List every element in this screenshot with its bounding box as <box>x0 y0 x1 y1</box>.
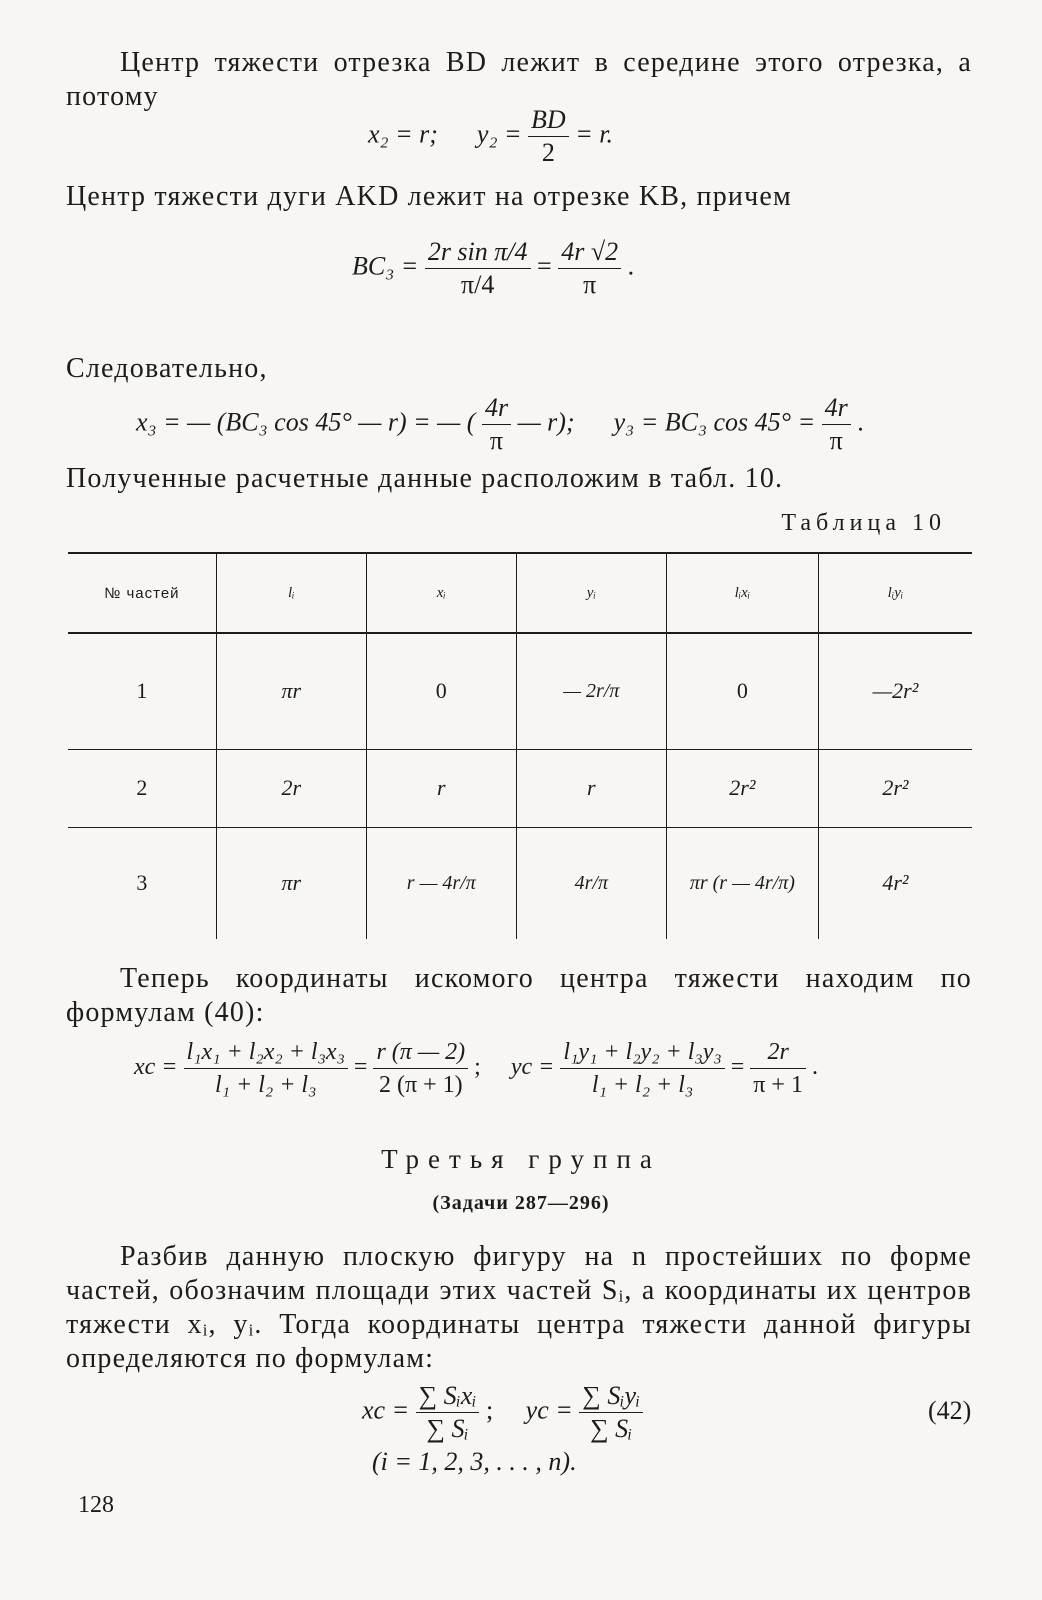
eq-x3-numerator: 4r <box>482 392 511 425</box>
equation-x3-y3 <box>136 392 864 457</box>
table-row <box>68 827 972 939</box>
col-header-xi: xᵢ <box>366 553 516 633</box>
table-cell: 3 <box>136 870 148 896</box>
eq-y2-lhs: y₂ = <box>476 119 522 149</box>
eq-y3-numerator: 4r <box>822 392 851 425</box>
paragraph-4: Полученные расчетные данные расположим в табл. 10. <box>66 463 784 494</box>
eq-y3-end: . <box>857 407 864 437</box>
eq42-xc-fraction <box>416 1380 480 1445</box>
eq-xc-denominator-2: 2 (π + 1) <box>378 1072 463 1098</box>
table-cell: 2 <box>136 775 148 800</box>
eq-yc-numerator: l₁y₁ + l₂y₂ + l₃y₃ <box>560 1036 724 1069</box>
eq-bc3-denominator: π/4 <box>460 270 495 299</box>
table-cell: r <box>366 749 516 827</box>
table-cell: 2r <box>216 749 366 827</box>
eq-y2-denominator: 2 <box>541 138 555 167</box>
table-cell: 2r² <box>666 749 818 827</box>
eq-x3-denominator: π <box>489 426 504 455</box>
eq-yc-numerator-2: 2r <box>750 1036 806 1069</box>
eq-bc3-fraction <box>425 236 531 301</box>
table-row <box>68 749 972 827</box>
eq-xc-numerator-2: r (π — 2) <box>373 1036 468 1069</box>
table-cell: πr <box>216 827 366 939</box>
paragraph-2: Центр тяжести дуги AKD лежит на отрезке KB, причем <box>66 181 792 212</box>
col-header-part-number: № частей <box>104 584 180 602</box>
paragraph-5: Теперь координаты искомого центра тяжести находим по формулам (40): <box>66 963 972 1028</box>
table-cell: πr <box>216 633 366 749</box>
eq-y3-lhs: y₃ = BC₃ cos 45° = <box>613 407 816 437</box>
eq-y2-fraction <box>528 104 569 169</box>
eq42-xc-lhs: xc = <box>362 1395 410 1425</box>
col-header-li: lᵢ <box>216 553 366 633</box>
eq-y3-fraction <box>822 392 851 457</box>
table-cell: 2r² <box>818 749 972 827</box>
table-cell: —2r² <box>818 633 972 749</box>
col-header-yi: yᵢ <box>516 553 666 633</box>
eq-x3-fraction <box>482 392 511 457</box>
table-cell: — 2r/π <box>516 633 666 749</box>
eq-x3-tail: — r); <box>517 407 575 437</box>
eq-yc-equals: = <box>730 1054 745 1081</box>
eq42-yc-fraction <box>579 1380 643 1445</box>
eq-xc-lhs: xc = <box>134 1054 178 1081</box>
eq-xc-denominator: l₁ + l₂ + l₃ <box>214 1072 317 1098</box>
eq-bc3-lhs: BC₃ = <box>352 251 419 281</box>
eq-bc3-numerator-2: 4r √2 <box>558 236 621 269</box>
equation-bc3 <box>352 236 634 301</box>
table-cell: 1 <box>136 678 148 704</box>
table-cell: r <box>516 749 666 827</box>
table-row <box>68 633 972 749</box>
eq-xc-fraction-2 <box>373 1036 468 1101</box>
eq-bc3-equals: = <box>537 251 552 281</box>
eq-xcyc-separator: ; <box>474 1054 481 1081</box>
eq-yc-fraction-2 <box>750 1036 806 1101</box>
paragraph-6: Разбив данную плоскую фигуру на n простейших по форме частей, обозначим площади этих частей Sᵢ, а координаты их центров тяжести xᵢ, yᵢ. Тогда координаты центра тяжести данной фигуры определяются по формулам: <box>66 1241 972 1374</box>
eq42-yc-numerator: ∑ Sᵢyᵢ <box>579 1380 643 1413</box>
eq-x3-lhs: x₃ = — (BC₃ cos 45° — r) = — ( <box>136 407 476 437</box>
eq-y3-denominator: π <box>829 426 843 455</box>
page-number: 128 <box>78 1492 114 1518</box>
eq-bc3-denominator-2: π <box>583 270 597 299</box>
eq-xc-fraction <box>184 1036 348 1101</box>
eq-xcyc-end: . <box>811 1054 818 1081</box>
section-title: Третья группа <box>381 1144 661 1174</box>
eq-xc-equals: = <box>353 1054 368 1081</box>
equation-number-42: (42) <box>928 1396 972 1425</box>
table-caption: Таблица 10 <box>781 510 946 536</box>
col-header-lixi: lᵢxᵢ <box>666 553 818 633</box>
eq-bc3-fraction-2 <box>558 236 621 301</box>
table-cell: πr (r — 4r/π) <box>666 827 818 939</box>
col-header-liyi: lᵢyᵢ <box>818 553 972 633</box>
section-subtitle: (Задачи 287—296) <box>432 1192 610 1214</box>
table-header-row <box>68 553 972 633</box>
paragraph-1: Центр тяжести отрезка BD лежит в середине этого отрезка, а потому <box>66 47 972 112</box>
table-cell: 4r² <box>818 827 972 939</box>
equation-42 <box>362 1380 643 1445</box>
eq42-xc-denominator: ∑ Sᵢ <box>426 1414 469 1443</box>
eq-bc3-end: . <box>627 251 635 281</box>
eq-yc-denominator: l₁ + l₂ + l₃ <box>591 1072 694 1098</box>
table-cell: 0 <box>366 633 516 749</box>
eq-yc-lhs: yc = <box>510 1054 555 1081</box>
equation-xc-yc <box>134 1036 818 1101</box>
eq-y2-numerator: BD <box>528 104 569 137</box>
eq42-yc-denominator: ∑ Sᵢ <box>590 1414 633 1443</box>
data-table <box>68 552 972 939</box>
eq-bc3-numerator: 2r sin π/4 <box>425 236 531 269</box>
eq-yc-denominator-2: π + 1 <box>753 1072 803 1098</box>
eq-xc-numerator: l₁x₁ + l₂x₂ + l₃x₃ <box>184 1036 348 1069</box>
eq-yc-fraction <box>560 1036 724 1101</box>
table-cell: r — 4r/π <box>366 827 516 939</box>
eq42-separator: ; <box>485 1395 494 1425</box>
equation-42-range: (i = 1, 2, 3, . . . , n). <box>372 1447 577 1476</box>
eq-x2: x₂ = r; <box>368 119 438 149</box>
eq-y2-rhs: = r. <box>575 119 613 149</box>
table-cell: 4r/π <box>516 827 666 939</box>
eq42-xc-numerator: ∑ Sᵢxᵢ <box>416 1380 480 1413</box>
eq42-yc-lhs: yc = <box>525 1395 573 1425</box>
equation-x2-y2 <box>368 104 613 169</box>
paragraph-3: Следовательно, <box>66 353 268 384</box>
table-cell: 0 <box>666 633 818 749</box>
